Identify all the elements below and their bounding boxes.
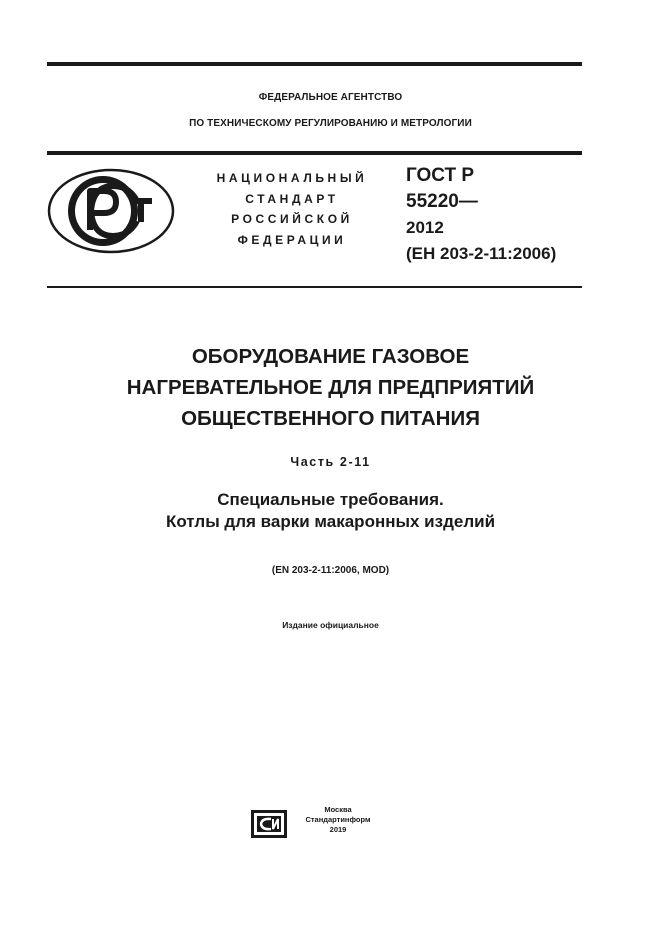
national-label-line: РОССИЙСКОЙ <box>231 212 353 226</box>
national-label-line: ФЕДЕРАЦИИ <box>237 232 347 247</box>
european-reference: (EN 203-2-11:2006, MOD) <box>271 565 390 576</box>
title-line-1: ОБОРУДОВАНИЕ ГАЗОВОЕ <box>191 345 470 368</box>
imprint <box>298 805 378 835</box>
standartinform-logo-icon <box>249 808 289 845</box>
middle-rule <box>47 151 582 155</box>
lower-rule <box>47 286 582 288</box>
document-subtitle <box>0 489 661 533</box>
imprint-city: Москва <box>324 805 352 814</box>
national-label-line: СТАНДАРТ <box>245 191 339 206</box>
imprint-publisher: Стандартинформ <box>305 815 371 824</box>
edition-note: Издание официальное <box>282 620 379 630</box>
title-line-2: НАГРЕВАТЕЛЬНОЕ ДЛЯ ПРЕДПРИЯТИЙ <box>126 376 535 399</box>
standard-designation <box>406 163 556 267</box>
part-number: Часть 2-11 <box>290 455 371 469</box>
national-label-line: НАЦИОНАЛЬНЫЙ <box>216 171 368 185</box>
designation-equivalent: (ЕН 203-2-11:2006) <box>406 244 557 263</box>
subtitle-line-2: Котлы для варки макаронных изделий <box>165 512 496 531</box>
subtitle-line-1: Специальные требования. <box>217 490 444 509</box>
top-rule <box>47 62 582 66</box>
rst-certification-logo-icon <box>47 168 175 259</box>
designation-year: 2012 <box>406 218 444 237</box>
designation-line-2: 55220— <box>406 191 478 212</box>
imprint-year: 2019 <box>329 825 347 834</box>
title-line-3: ОБЩЕСТВЕННОГО ПИТАНИЯ <box>181 407 480 430</box>
national-standard-label <box>192 168 392 250</box>
designation-line-1: ГОСТ Р <box>406 165 475 186</box>
agency-line-2: ПО ТЕХНИЧЕСКОМУ РЕГУЛИРОВАНИЮ И МЕТРОЛОГИИ <box>189 118 472 129</box>
document-title <box>0 341 661 434</box>
agency-line-1: ФЕДЕРАЛЬНОЕ АГЕНТСТВО <box>258 92 403 103</box>
